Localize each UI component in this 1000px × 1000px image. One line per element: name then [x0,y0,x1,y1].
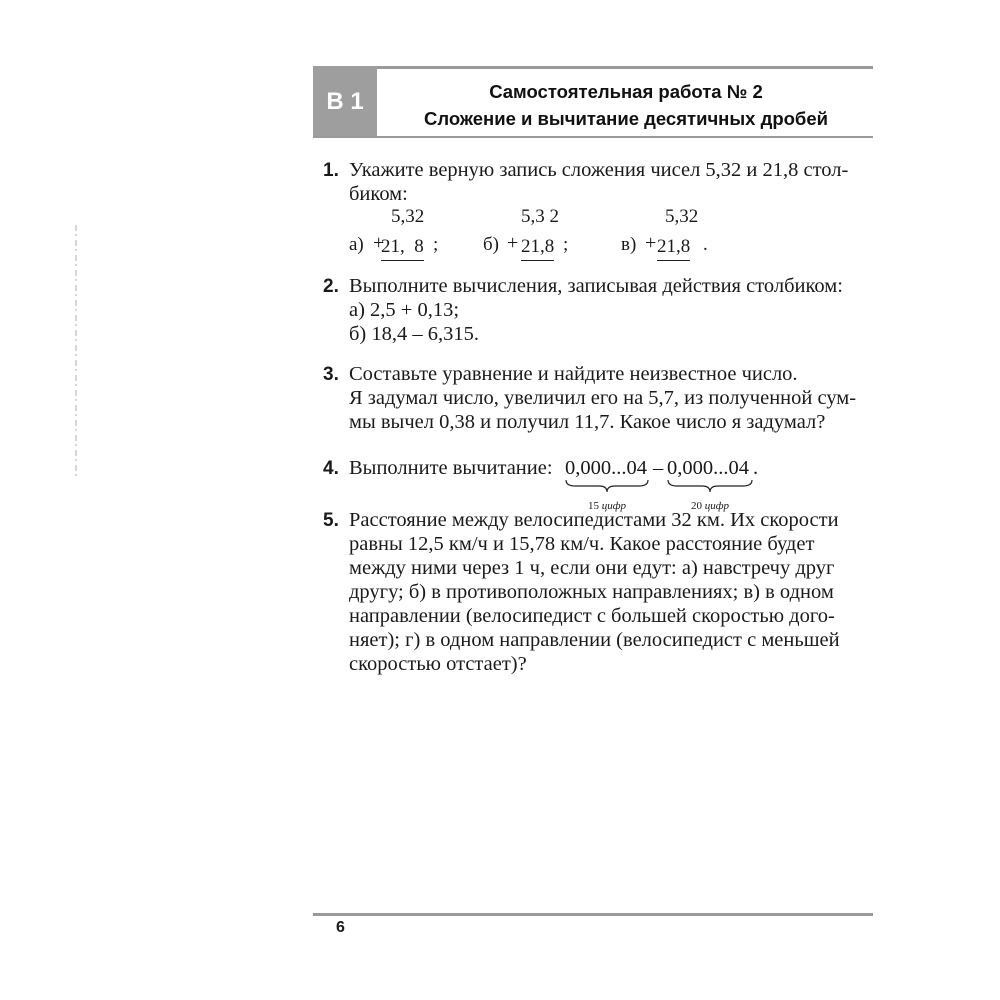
minus-sign: – [653,457,664,479]
column-top-number: 5,32 [665,206,699,227]
column-bottom-number: 21,8 [657,235,690,261]
header-bottom-rule [313,136,873,138]
page-title [380,78,872,132]
column-bottom-number: 21, 8 [381,235,424,261]
problem-text-line: направлении (велосипедист с большей скоростью дого- [349,605,835,627]
page-number: 6 [336,919,345,936]
footer-rule [313,913,873,916]
problem-3 [323,362,875,434]
option-c [621,205,731,265]
punctuation: ; [433,234,439,255]
option-label: а) [349,234,364,255]
option-b [483,205,593,265]
problem-text-line: Выполните вычисления, записывая действия столбиком: [349,275,843,297]
underbrace-1 [565,478,649,494]
problem-text-line: между ними через 1 ч, если они едут: а) навстречу друг [349,557,835,579]
problem-text-line: мы вычел 0,38 и получил 11,7. Какое число я задумал? [349,411,826,433]
brace-label-2: 20 цифр [690,500,730,512]
plus-sign: + [373,232,385,254]
problem-number: 3. [323,364,339,385]
problem-number: 2. [323,276,339,297]
problem-text-line: скоростью отстает)? [349,653,527,675]
end-period: . [753,457,759,479]
problem-text-line: биком: [349,183,408,205]
problem-number: 1. [323,160,339,181]
underbrace-2 [667,478,753,494]
term-1-value: 0,000...04 [565,457,647,479]
punctuation: . [703,234,708,255]
column-bottom-number: 21,8 [521,235,554,261]
option-label: в) [621,234,637,255]
title-line-1: Самостоятельная работа № 2 [489,81,763,102]
column-top-number: 5,3 2 [521,206,559,227]
column-top-number: 5,32 [391,206,425,227]
option-label: б) [483,234,499,255]
problem-text-line: другу; б) в противоположных направлениях; в) в одном [349,581,834,603]
problem-4 [323,456,875,512]
problem-1 [323,158,875,257]
problem-text-line: Укажите верную запись сложения чисел 5,32 и 21,8 стол- [349,159,849,181]
problem-text-line: а) 2,5 + 0,13; [349,299,460,321]
problem-5 [323,508,875,676]
brace-label-1: 15 цифр [587,500,627,512]
problem-text-line: Составьте уравнение и найдите неизвестное число. [349,363,798,385]
problem-number: 4. [323,458,339,479]
problem-text-line: няет); г) в одном направлении (велосипедист с меньшей [349,629,840,651]
subtraction-term-1 [565,456,649,512]
scan-edge-artifact [74,225,78,480]
problem-text-line: б) 18,4 – 6,315. [349,323,480,345]
subtraction-term-2 [667,456,753,512]
punctuation: ; [563,234,569,255]
problem-text-line: Я задумал число, увеличил его на 5,7, из полученной сум- [349,387,857,409]
problem-text-lead: Выполните вычитание: [349,457,553,479]
option-a [349,205,459,265]
problem-2 [323,274,875,346]
variant-badge: В 1 [313,66,377,138]
title-line-2: Сложение и вычитание десятичных дробей [423,108,829,129]
problem-text-line: равны 12,5 км/ч и 15,78 км/ч. Какое расстояние будет [349,533,815,555]
plus-sign: + [645,232,657,254]
term-2-value: 0,000...04 [667,457,749,479]
plus-sign: + [507,232,519,254]
problem-number: 5. [323,510,339,531]
header-top-rule [313,66,873,69]
problem-text-line: Расстояние между велосипедистами 32 км. Их скорости [349,509,839,531]
answer-options [349,205,849,269]
